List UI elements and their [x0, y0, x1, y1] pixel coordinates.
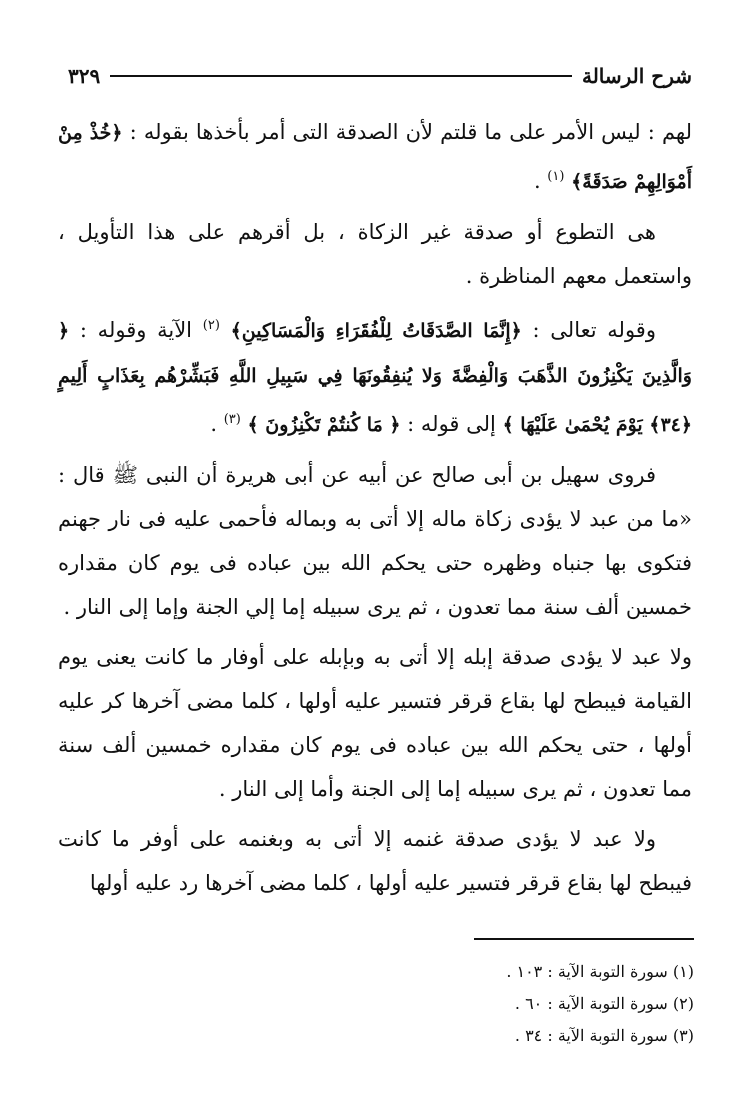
- page-header: [68, 58, 692, 94]
- paragraph-3-text-a: وقوله تعالى :: [521, 318, 656, 342]
- paragraph-1-end: .: [533, 169, 548, 193]
- paragraph-2: هى التطوع أو صدقة غير الزكاة ، بل أقرهم على هذا التأويل ، واستعمل معهم المناظرة .: [58, 220, 692, 288]
- quran-quote-2: ﴿إِنَّمَا الصَّدَقَاتُ لِلْفُقَرَاءِ وَالْمَسَاكِينِ﴾: [230, 320, 522, 342]
- footnote-ref-2: (٢): [202, 318, 220, 333]
- paragraph-1-text: لهم : ليس الأمر على ما قلتم لأن الصدقة التى أمر بأخذها بقوله :: [122, 120, 692, 144]
- footnote-rule: [474, 938, 694, 940]
- footnote-2: (٢) سورة التوبة الآية : ٦٠ .: [514, 994, 694, 1013]
- header-rule: [110, 75, 572, 77]
- footnote-3: (٣) سورة التوبة الآية : ٣٤ .: [514, 1026, 694, 1045]
- quran-quote-4: ﴿ مَا كُنتُمْ تَكْنِزُونَ ﴾: [247, 414, 401, 436]
- page-number: ٣٢٩: [68, 64, 101, 88]
- footnote-1: (١) سورة التوبة الآية : ١٠٣ .: [506, 962, 694, 981]
- paragraph-4: فروى سهيل بن أبى صالح عن أبيه عن أبى هريرة أن النبى ﷺ قال : «ما من عبد لا يؤدى زكاة ماله إلا أتى به وبماله فأحمى عليه فى نار جهنم فتكوى بها جنباه وظهره حتى يحكم الله بين عباده فى يوم كان مقداره خمسين ألف سنة مما تعدون ، ثم يرى سبيله إما إلي الجنة وإما إلى النار .: [58, 463, 692, 619]
- paragraph-3: [58, 304, 692, 447]
- footnotes: [294, 956, 694, 1052]
- body-text: [58, 110, 692, 911]
- running-title: شرح الرسالة: [581, 64, 692, 88]
- paragraph-5: ولا عبد لا يؤدى صدقة إبله إلا أتى به وبإبله على أوفار ما كانت يعنى يوم القيامة فيبطح لها بقاع قرقر فتسير عليه أولها ، كلما مضى آخرها كر عليه أولها ، حتى يحكم الله بين عباده فى يوم كان مقداره خمسين ألف سنة مما تعدون ، ثم يرى سبيله إما إلى الجنة وأما إلى النار .: [58, 645, 692, 801]
- quran-quote-3: ﴿ وَالَّذِينَ يَكْنِزُونَ الذَّهَبَ وَالْفِضَّةَ وَلا يُنفِقُونَهَا فِي سَبِيلِ اللَّهِ فَبَشِّرْهُم بِعَذَابٍ أَلِيمٍ ﴿٣٤﴾ يَوْمَ يُحْمَىٰ عَلَيْهَا ﴾: [58, 320, 692, 436]
- paragraph-3-end: .: [210, 412, 224, 436]
- paragraph-3-text-b: الآية وقوله :: [69, 318, 203, 342]
- paragraph-3-text-c: إلى قوله :: [400, 412, 503, 436]
- paragraph-6: ولا عبد لا يؤدى صدقة غنمه إلا أتى به وبغنمه على أوفر ما كانت فيبطح لها بقاع قرقر فتسير عليه أولها ، كلما مضى آخرها رد عليه أولها: [58, 827, 692, 895]
- footnote-ref-3: (٣): [223, 412, 241, 427]
- paragraph-1: [58, 110, 692, 204]
- quran-quote: ﴿خُذْ مِنْ أَمْوَالِهِمْ صَدَقَةً﴾: [58, 122, 692, 193]
- footnote-ref-1: (١): [547, 169, 565, 184]
